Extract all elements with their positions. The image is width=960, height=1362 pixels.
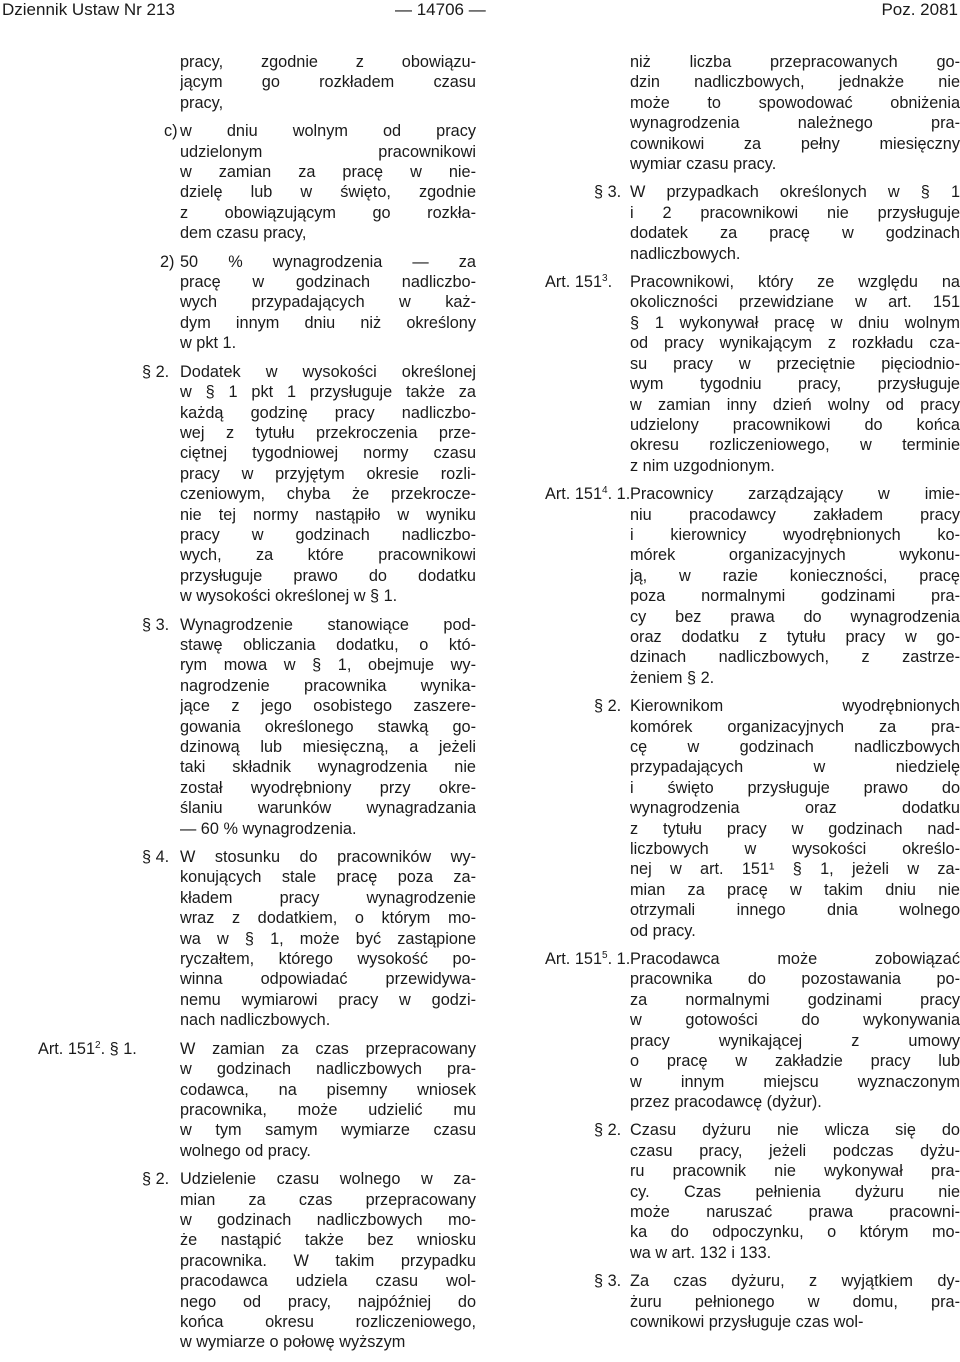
paragraph: [38, 252, 476, 354]
text-line: Czasu dyżuru nie wlicza się do: [630, 1121, 960, 1140]
text-line: Dodatek w wysokości określonej: [180, 362, 476, 381]
text-line: ka do odpoczynku, o którym mo-: [630, 1223, 960, 1242]
paragraph-label: § 2.: [594, 697, 622, 716]
text-line: nie tej normy nastąpiło w wyniku: [180, 505, 476, 524]
text-line: nej w art. 151¹ § 1, jeżeli w za-: [630, 860, 960, 879]
text-line: wej z tytułu przekroczenia prze-: [180, 423, 476, 442]
text-line: ryczałtem, którego wysokość po-: [180, 950, 476, 969]
text-line: od pracy.: [630, 921, 696, 940]
paragraph: [545, 272, 960, 476]
paragraph-label: Art. $151^5$. 1.: [545, 950, 631, 969]
paragraph-label: Art. $151^4$. 1.: [545, 485, 631, 504]
text-line: przypadających w niedzielę: [630, 758, 960, 777]
text-line: jące z jego osobistego zaszere-: [180, 697, 476, 716]
text-line: z nim uzgodnionym.: [630, 456, 775, 475]
text-line: przez pracodawcę (dyżur).: [630, 1092, 822, 1111]
text-line: dzin nadliczbowych, jednakże nie: [630, 73, 960, 92]
text-line: wymiar czasu pracy.: [630, 155, 777, 174]
text-line: wa w § 1, może być zastąpione: [180, 929, 476, 948]
text-line: su pracy w przeciętnie pięciodnio-: [630, 354, 960, 373]
text-line: żeniem § 2.: [630, 668, 715, 687]
text-line: z tytułu pracy w godzinach nad-: [630, 819, 960, 838]
text-line: wa w art. 132 i 133.: [630, 1243, 772, 1262]
text-line: poza normalnymi godzinami pra-: [630, 587, 960, 606]
text-line: pracownika. W takim przypadku: [180, 1251, 476, 1270]
text-line: wynagrodzenia oraz dodatku: [630, 799, 960, 818]
page-number: — 14706 —: [395, 0, 486, 19]
text-line: że nastąpić także bez wniosku: [180, 1231, 476, 1250]
text-line: komórek organizacyjnych za pra-: [630, 717, 960, 736]
text-line: stawę obliczania dodatku, o któ-: [180, 635, 476, 654]
text-line: o pracę w zakładzie pracy lub: [630, 1052, 960, 1071]
text-line: i święto przysługuje prawo do: [630, 778, 960, 797]
text-line: każdą godzinę pracy nadliczbo-: [180, 403, 476, 422]
text-line: wych przypadających w każ-: [180, 293, 476, 312]
paragraph-label: § 2.: [142, 362, 170, 381]
text-line: W stosunku do pracowników wy-: [180, 848, 476, 867]
text-line: nemu wymiarowi pracy w godzi-: [180, 990, 476, 1009]
text-line: pracownika, może udzielić mu: [180, 1100, 476, 1119]
text-line: cownikowi przysługuje czas wol-: [630, 1312, 864, 1331]
text-line: w zamian inny dzień wolny od pracy: [630, 395, 960, 414]
text-line: Udzielenie czasu wolnego w za-: [180, 1170, 476, 1189]
text-line: w gotowości do wykonywania: [630, 1011, 960, 1030]
text-line: w tym samym wymiarze czasu: [180, 1121, 476, 1140]
text-line: winna odpowiadać przewidywa-: [180, 970, 476, 989]
text-line: W przypadkach określonych w § 1: [630, 183, 960, 202]
page-header: [0, 0, 960, 20]
journal-title: Dziennik Ustaw Nr 213: [2, 0, 175, 19]
text-line: i kierownicy wyodrębnionych ko-: [630, 525, 960, 544]
text-line: cy bez prawa do wynagrodzenia: [630, 607, 960, 626]
text-line: W zamian za czas przepracowany: [180, 1039, 476, 1058]
text-line: kładem pracy wynagrodzenie: [180, 888, 476, 907]
text-line: został wyodrębniony przy okre-: [180, 778, 476, 797]
paragraph: [545, 484, 960, 688]
text-line: rym mowa w § 1, obejmuje wy-: [180, 656, 476, 675]
paragraph: [38, 362, 476, 607]
text-line: w pkt 1.: [180, 334, 237, 353]
text-line: w godzinach nadliczbowych mo-: [180, 1210, 476, 1229]
text-line: wynagrodzenia należnego pra-: [630, 114, 960, 133]
text-line: z obowiązującym go rozkła-: [180, 203, 476, 222]
text-line: wraz z dodatkiem, o którym mo-: [180, 909, 476, 928]
left-column: [38, 52, 476, 1361]
text-line: w innym miejscu wyznaczonym: [630, 1072, 960, 1091]
text-line: pracy w przyjętym okresie rozli-: [180, 464, 476, 483]
paragraph-label: § 2.: [142, 1170, 170, 1189]
right-column: [545, 52, 960, 1340]
text-line: pracy wynikającej z umowy: [630, 1031, 960, 1050]
text-line: wolnego od pracy.: [180, 1141, 311, 1160]
text-line: pracownika do pozostawania po-: [630, 970, 960, 989]
text-line: dym innym dniu niż określony: [180, 313, 476, 332]
text-line: udzielonym pracownikowi: [180, 142, 476, 161]
paragraph: [545, 1120, 960, 1263]
paragraph: [545, 696, 960, 941]
text-line: gowania określonego stawką go-: [180, 717, 476, 736]
text-line: czasu pracy, jeżeli podczas dyżu-: [630, 1141, 960, 1160]
text-line: cownikowi za pełny miesięczny: [630, 134, 960, 153]
text-line: jącym go rozkładem czasu: [180, 73, 476, 92]
paragraph-label: § 3.: [142, 615, 170, 634]
text-line: 50 % wynagrodzenia — za: [180, 252, 476, 271]
paragraph-label: Art. $151^2$. § 1.: [38, 1039, 137, 1058]
text-line: Pracownicy zarządzający w imie-: [630, 485, 960, 504]
paragraph: [545, 182, 960, 264]
paragraph-label: c): [164, 122, 178, 141]
text-line: dem czasu pracy,: [180, 224, 307, 243]
paragraph-label: 2): [160, 252, 175, 271]
text-line: w wymiarze o połowę wyższym: [180, 1333, 406, 1352]
text-line: dzinową lub miesięczną, a jeżeli: [180, 738, 476, 756]
text-line: wych, za które pracownikowi: [180, 546, 476, 565]
text-line: dzielę lub w święto, zgodnie: [180, 183, 476, 202]
text-line: Kierownikom wyodrębnionych: [630, 697, 960, 716]
text-line: cę w godzinach nadliczbowych: [630, 738, 960, 756]
text-line: dzinach nadliczbowych, z zastrze-: [630, 648, 960, 667]
text-line: w wysokości określonej w § 1.: [180, 587, 398, 606]
text-line: w § 1 pkt 1 przysługuje także za: [180, 383, 476, 402]
text-line: pracy w godzinach nadliczbo-: [180, 525, 476, 544]
text-line: udzielony pracownikowi do końca: [630, 415, 960, 434]
text-line: Pracownikowi, który ze względu na: [630, 273, 960, 292]
text-line: dodatek za pracę w godzinach: [630, 224, 960, 243]
paragraph: [38, 1169, 476, 1353]
text-line: od pracy wynikającym z rozkładu cza-: [630, 334, 960, 353]
text-line: okoliczności przewidziane w art. 151: [630, 293, 960, 312]
paragraph: [38, 615, 476, 839]
text-line: taki składnik wynagrodzenia nie: [180, 758, 476, 777]
text-line: ciętnej tygodniowej normy czasu: [180, 444, 476, 463]
paragraph-label: § 2.: [594, 1121, 622, 1140]
paragraph-label: Art. $151^3$.: [545, 273, 613, 292]
text-line: czeniowym, chyba że przekrocze-: [180, 485, 476, 504]
paragraph-label: § 4.: [142, 848, 170, 867]
text-line: nach nadliczbowych.: [180, 1011, 331, 1030]
text-line: mian za czas przepracowany: [180, 1190, 476, 1209]
text-line: — 60 % wynagrodzenia.: [180, 819, 357, 838]
text-line: pracę w godzinach nadliczbo-: [180, 273, 476, 292]
paragraph-label: § 3.: [594, 1272, 622, 1291]
text-line: mórek organizacyjnych wykonu-: [630, 546, 960, 565]
text-line: codawca, na pisemny wniosek: [180, 1080, 476, 1099]
text-line: w godzinach nadliczbowych pra-: [180, 1060, 476, 1079]
paragraph-label: § 3.: [594, 183, 622, 202]
text-line: może to spowodować obniżenia: [630, 93, 960, 112]
text-line: nego od pracy, najpóźniej do: [180, 1292, 476, 1311]
position-number: Poz. 2081: [881, 0, 958, 19]
text-line: wym tygodniu pracy, przysługuje: [630, 375, 960, 394]
text-line: i 2 pracownikowi nie przysługuje: [630, 203, 960, 222]
text-line: ślaniu warunków wynagradzania: [180, 799, 476, 818]
text-line: w zamian za pracę w nie-: [180, 163, 476, 182]
text-line: oraz dodatku z tytułu pracy w go-: [630, 627, 960, 646]
text-line: w dniu wolnym od pracy: [180, 122, 476, 141]
text-line: konujących stale pracę poza za-: [180, 868, 476, 887]
paragraph: [38, 847, 476, 1031]
text-line: ją, w razie konieczności, pracę: [630, 566, 960, 585]
text-line: liczbowych w wysokości określo-: [630, 840, 960, 859]
text-line: Pracodawca może zobowiązać: [630, 950, 960, 969]
paragraph: [545, 52, 960, 174]
text-line: żuru pełnionego w domu, pra-: [630, 1292, 960, 1311]
text-line: nagrodzenie pracownika wynika-: [180, 676, 476, 695]
text-line: § 1 wykonywał pracę w dniu wolnym: [630, 313, 960, 332]
paragraph: [38, 52, 476, 113]
text-line: może naruszać prawa pracowni-: [630, 1202, 960, 1221]
paragraph: [545, 949, 960, 1112]
paragraph: [38, 121, 476, 243]
paragraph: [38, 1039, 476, 1161]
text-line: pracy,: [180, 93, 224, 112]
text-line: pracodawca udziela czasu wol-: [180, 1272, 476, 1291]
text-line: pracy, zgodnie z obowiązu-: [180, 53, 476, 71]
text-line: otrzymali innego dnia wolnego: [630, 901, 960, 920]
text-line: nadliczbowych.: [630, 244, 741, 263]
text-line: cy. Czas pełnienia dyżuru nie: [630, 1182, 960, 1201]
text-line: niu pracodawcy zakładem pracy: [630, 505, 960, 524]
text-line: przysługuje prawo do dodatku: [180, 566, 476, 585]
text-line: za normalnymi godzinami pracy: [630, 990, 960, 1009]
text-line: końca okresu rozliczeniowego,: [180, 1312, 476, 1331]
text-line: Za czas dyżuru, z wyjątkiem dy-: [630, 1272, 960, 1291]
text-line: okresu rozliczeniowego, w terminie: [630, 436, 960, 455]
paragraph: [545, 1271, 960, 1332]
text-line: niż liczba przepracowanych go-: [630, 53, 960, 71]
text-line: Wynagrodzenie stanowiące pod-: [180, 615, 476, 634]
text-line: mian za pracę w takim dniu nie: [630, 880, 960, 899]
text-line: ru pracownik nie wykonywał pra-: [630, 1162, 960, 1181]
